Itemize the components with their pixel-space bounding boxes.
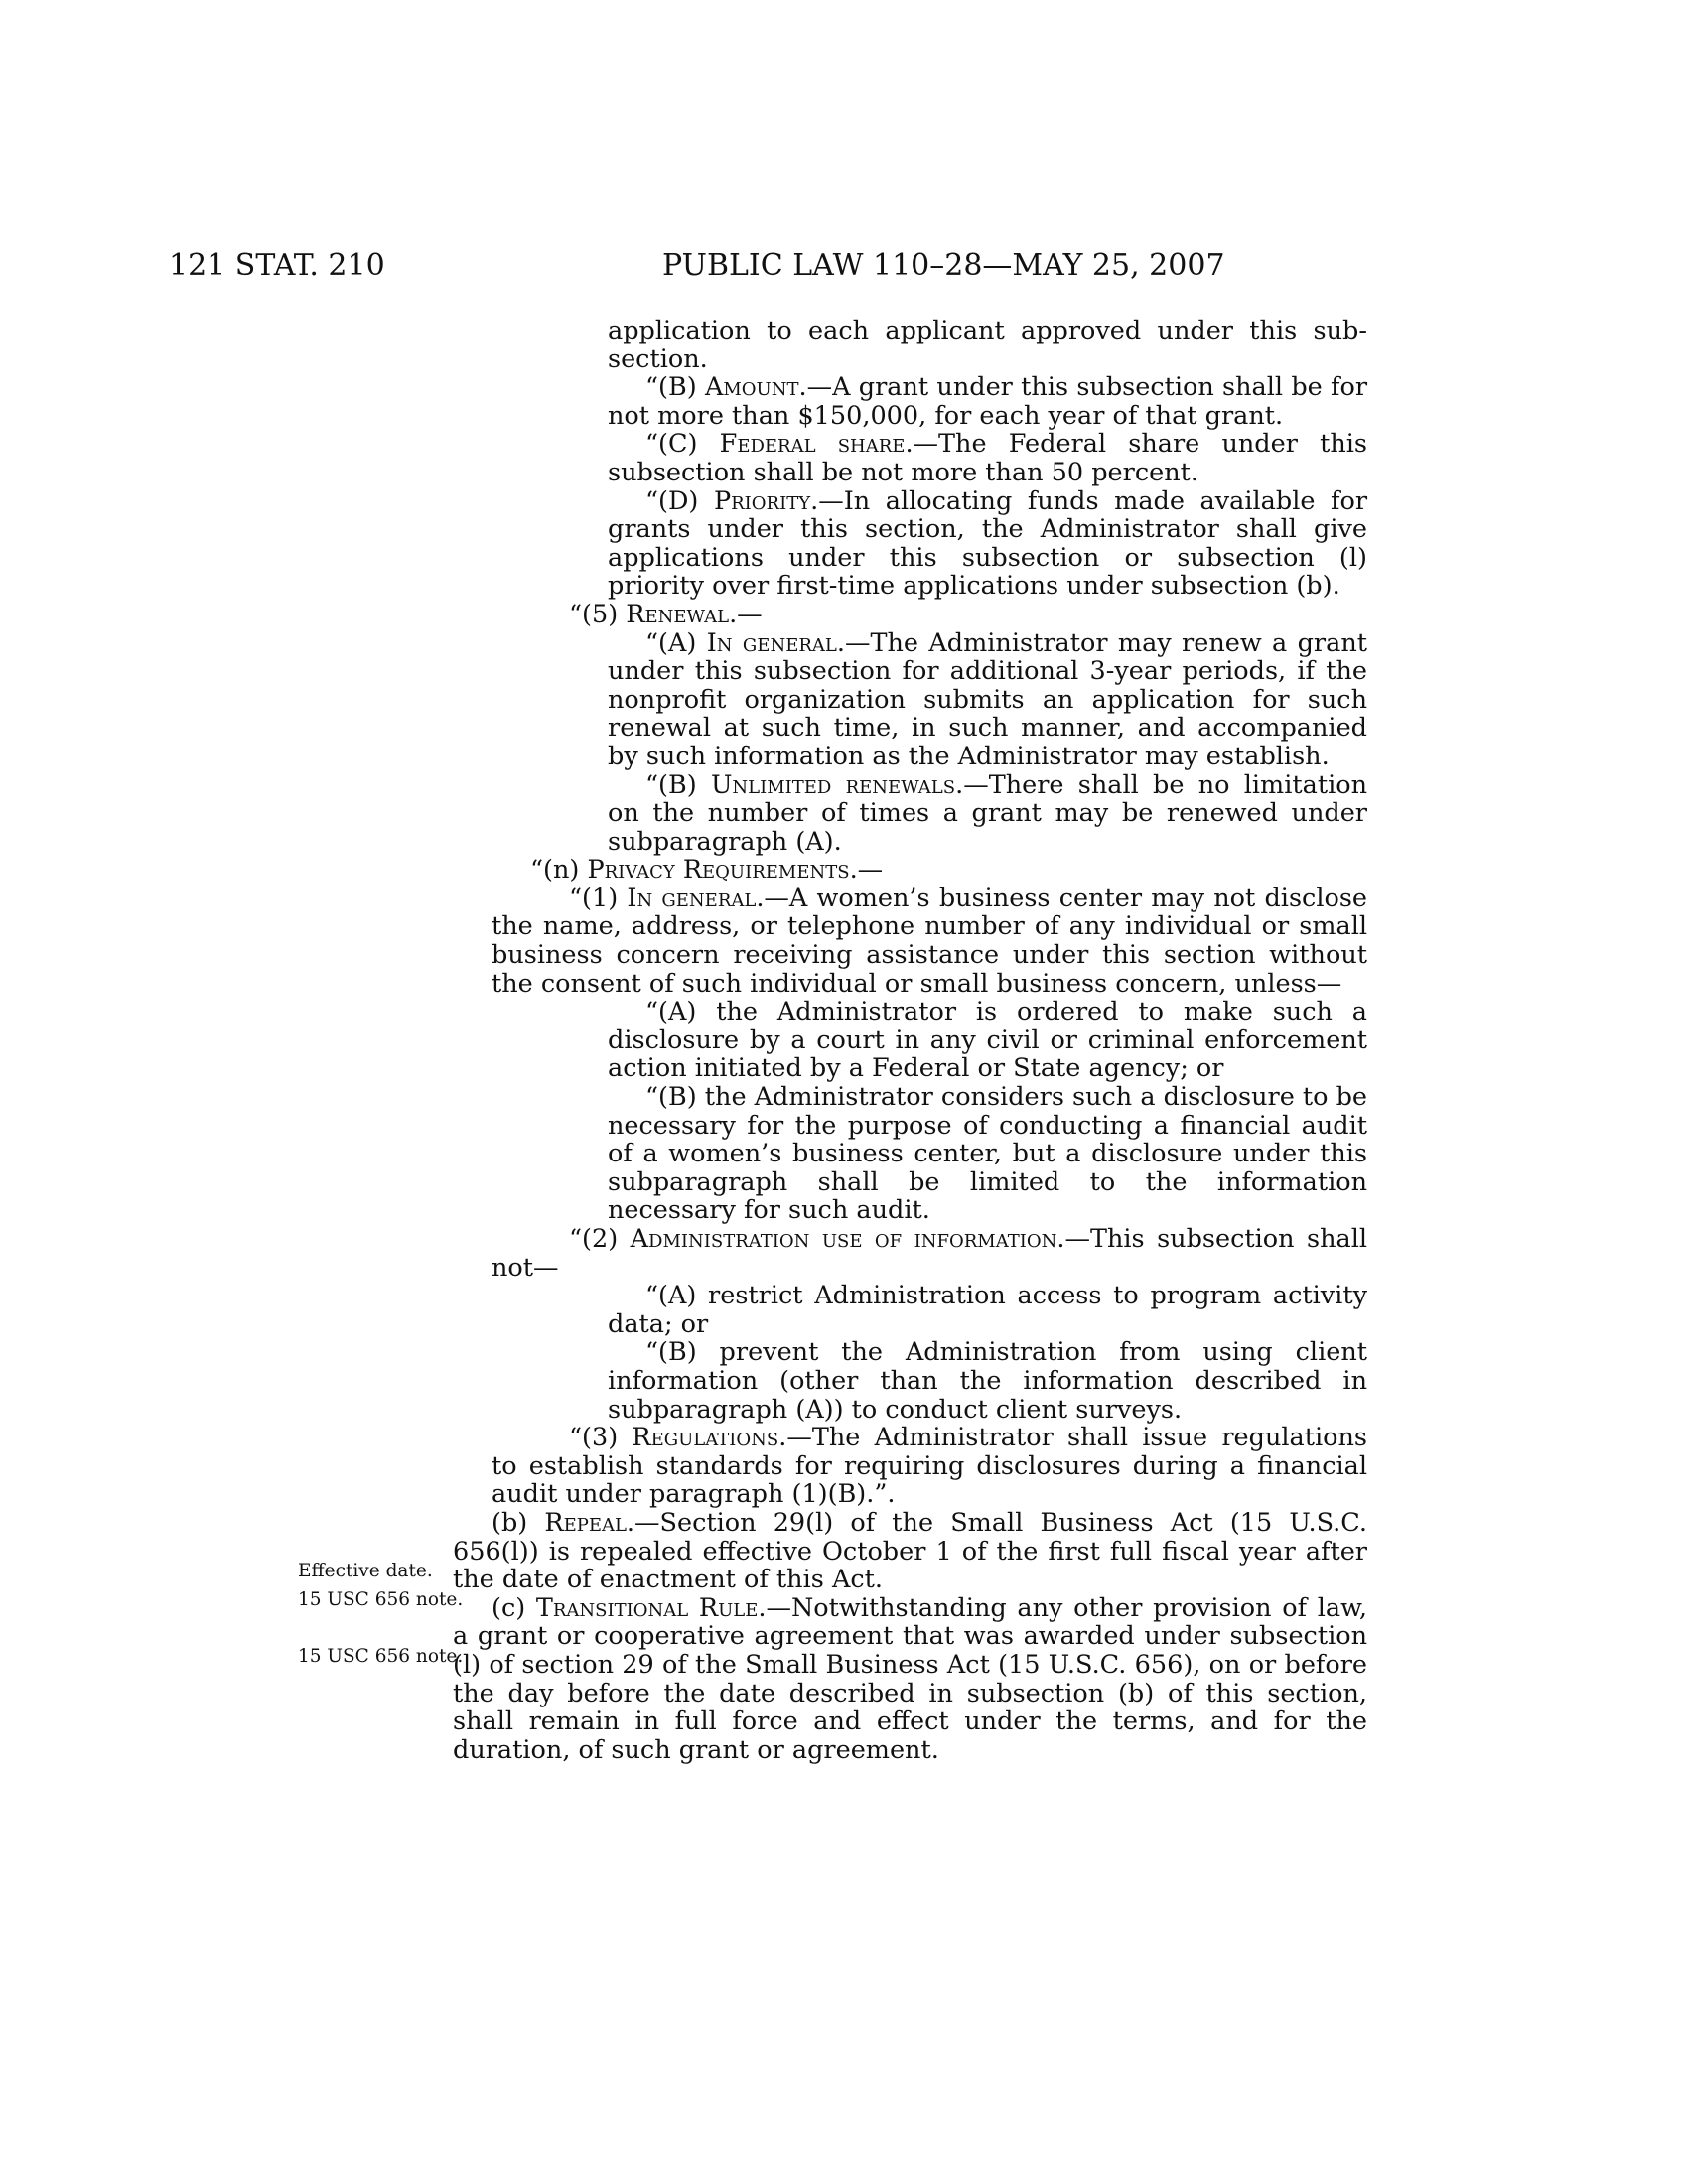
- margin-note-usc-2: 15 USC 656 note.: [298, 1646, 464, 1667]
- paragraph-c-federal-share: “(C) Federal share.—The Federal share under this subsection shall be not more than 50 percent.: [608, 429, 1367, 487]
- heading-priority: Priority: [713, 485, 811, 516]
- running-head: PUBLIC LAW 110–28—MAY 25, 2007: [662, 248, 1225, 283]
- paragraph-5-renewal: “(5) Renewal.—: [569, 599, 763, 629]
- heading-in-general-2: In general: [627, 883, 757, 913]
- paragraph-1-in-general: “(1) In general.—A women’s business center may not disclose the name, address, or telephone number of any individual or small business concern receiving assistance under this section without the consent of such individual or small business concern, unless—: [492, 883, 1368, 999]
- heading-transitional-rule: Transitional Rule: [535, 1592, 759, 1623]
- heading-federal-share: Federal share: [719, 429, 906, 460]
- paragraph-2-administration-use: “(2) Administration use of information.—This subsection shall not—: [492, 1224, 1368, 1283]
- paragraph-c-transitional-rule: (c) Transitional Rule.—Notwithstanding any other provision of law, a grant or cooperative agreement that was awarded under subsection (l) of section 29 of the Small Business Act (15 U.S.C. 656), on or before the day before the date described in subsection (b) of this section, shall remain in full force and effect under the terms, and for the duration, of such grant or agreement.: [453, 1592, 1367, 1765]
- heading-in-general: In general: [706, 627, 837, 658]
- paragraph-d-priority: “(D) Priority.—In allocating funds made available for grants under this section, the Administrator shall give applications under this subsection or subsection (l) priority over first-time applications under subsection (b).: [608, 485, 1368, 602]
- paragraph-b-unlimited-renewals: “(B) Unlimited renewals.—There shall be no limitation on the number of times a grant may be renewed under subparagraph (A).: [608, 769, 1368, 857]
- stat-page-number: 121 STAT. 210: [169, 248, 385, 283]
- heading-privacy-requirements: Privacy Requirements: [587, 855, 850, 886]
- heading-unlimited-renewals: Unlimited renewals: [710, 769, 956, 800]
- statute-body: [453, 316, 1368, 1765]
- margin-note-usc-1: 15 USC 656 note.: [298, 1589, 464, 1610]
- paragraph-a-restrict: “(A) restrict Administration access to program activity data; or: [608, 1281, 1367, 1339]
- margin-note-effective-date: Effective date.: [298, 1561, 433, 1581]
- heading-administration-use: Administration use of information: [630, 1224, 1057, 1254]
- heading-repeal: Repeal: [544, 1507, 627, 1538]
- paragraph-b-repeal: (b) Repeal.—Section 29(l) of the Small Business Act (15 U.S.C. 656(l)) is repealed effective October 1 of the first full fiscal year after the date of enactment of this Act.: [453, 1507, 1368, 1595]
- paragraph-b-prevent: “(B) prevent the Administration from using client information (other than the information described in subparagraph (A)) to conduct client surveys.: [608, 1337, 1367, 1425]
- paragraph-3-regulations: “(3) Regulations.—The Administrator shall issue regulations to establish standards for requiring disclosures during a financial audit under paragraph (1)(B).”.: [492, 1423, 1368, 1510]
- paragraph-a-in-general: “(A) In general.—The Administrator may renew a grant under this subsection for additional 3-year periods, if the nonprofit organization submits an application for such renewal at such time, in such manner, and accompanied by such information as the Administrator may establish.: [608, 627, 1367, 771]
- heading-renewal: Renewal: [626, 599, 730, 629]
- paragraph-b-amount: “(B) Amount.—A grant under this subsection shall be for not more than $150,000, for each year of that grant.: [608, 372, 1368, 431]
- paragraph-a-court-order: “(A) the Administrator is ordered to make such a disclosure by a court in any civil or criminal enforcement action initiated by a Federal or State agency; or: [608, 997, 1367, 1084]
- paragraph-n-privacy: “(n) Privacy Requirements.—: [530, 855, 884, 886]
- paragraph-continuation: application to each applicant approved under this sub-section.: [608, 316, 1367, 374]
- paragraph-b-audit: “(B) the Administrator considers such a disclosure to be necessary for the purpose of conducting a financial audit of a women’s business center, but a disclosure under this subparagraph shall be limited to the information necessary for such audit.: [608, 1082, 1368, 1226]
- heading-regulations: Regulations: [632, 1423, 779, 1453]
- heading-amount: Amount: [704, 372, 799, 403]
